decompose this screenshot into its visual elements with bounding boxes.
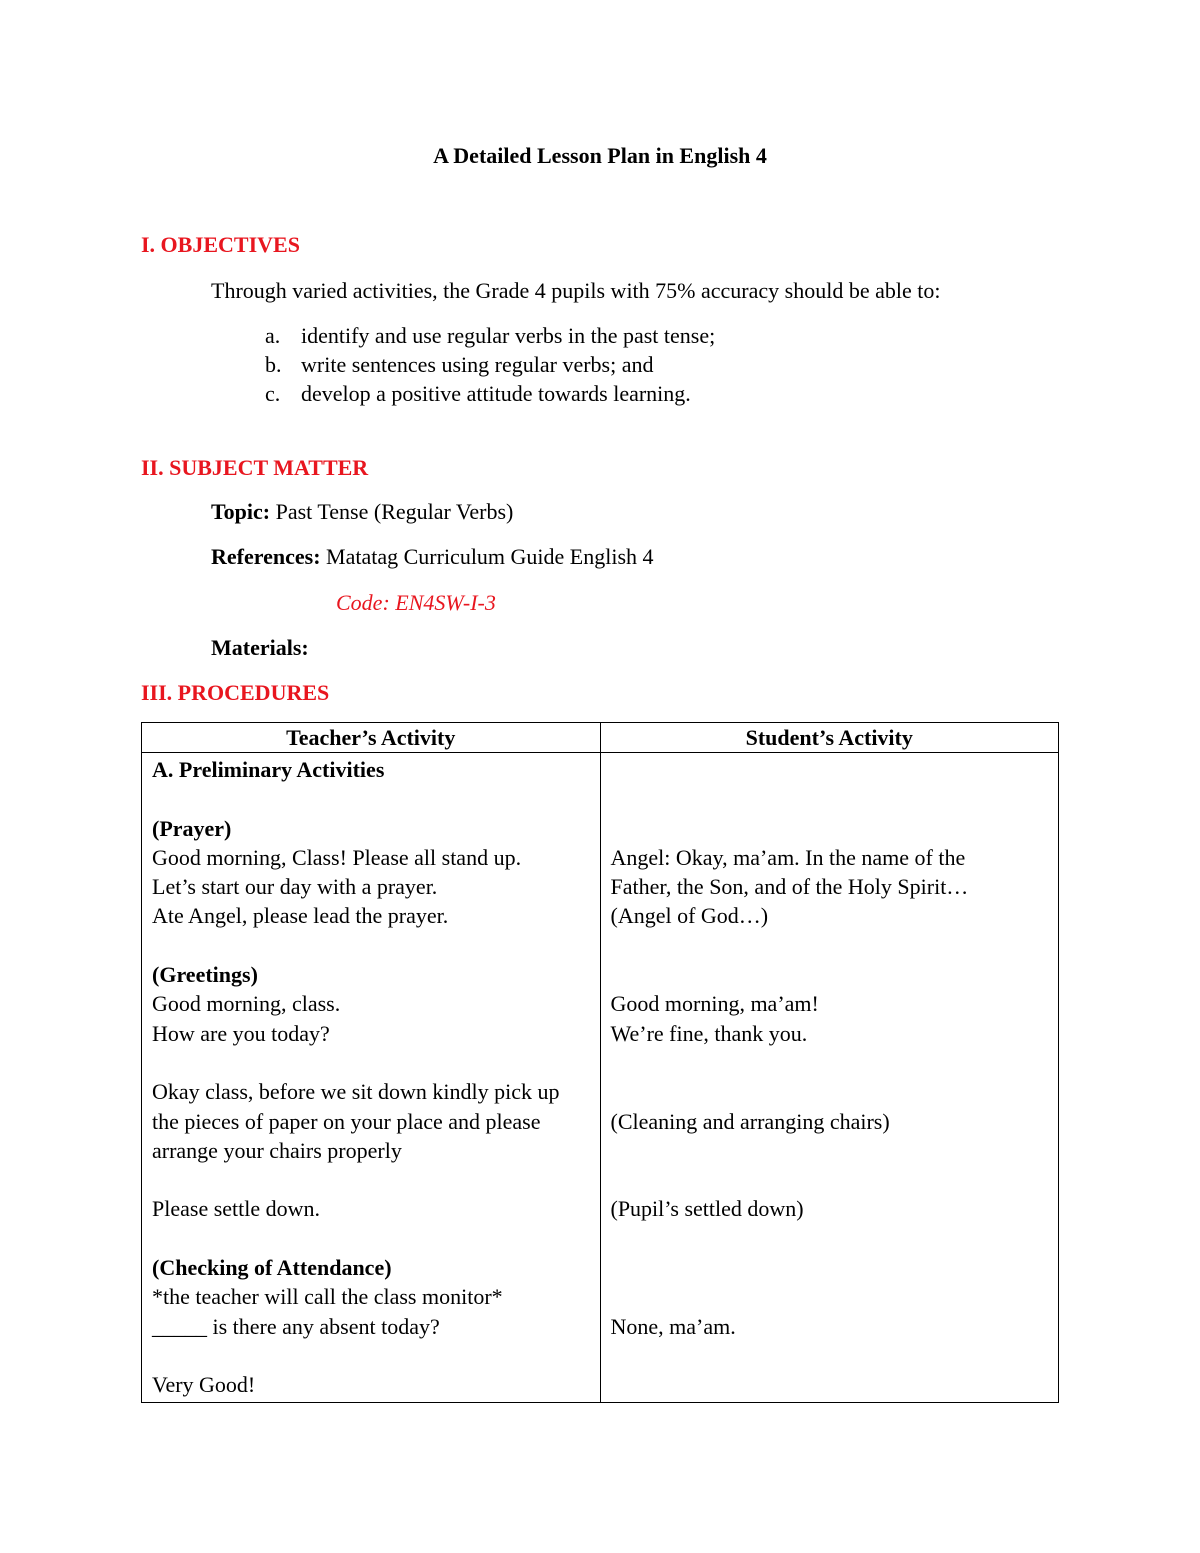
objective-letter: b. (265, 352, 282, 377)
teacher-line: How are you today? (152, 1020, 330, 1046)
procedures-heading: III. PROCEDURES (141, 680, 330, 705)
student-activity-header: Student’s Activity (600, 723, 1059, 753)
objective-letter: a. (265, 323, 281, 348)
table-header-row (142, 723, 1059, 753)
teacher-line: the pieces of paper on your place and please (152, 1108, 541, 1134)
student-line (611, 960, 1049, 989)
student-line: Angel: Okay, ma’am. In the name of the (610, 844, 966, 870)
objective-letter: c. (265, 381, 281, 406)
teacher-line: *the teacher will call the class monitor* (152, 1284, 503, 1310)
references-value: Matatag Curriculum Guide English 4 (320, 544, 654, 569)
subject-matter-heading: II. SUBJECT MATTER (141, 455, 369, 480)
student-line (611, 1077, 1049, 1106)
student-line (611, 1048, 1049, 1077)
teacher-line (152, 1341, 590, 1370)
teacher-line: arrange your chairs properly (152, 1137, 402, 1163)
teacher-line: (Checking of Attendance) (152, 1255, 392, 1281)
student-line: Good morning, ma’am! (610, 991, 819, 1017)
student-line: Father, the Son, and of the Holy Spirit… (610, 874, 969, 900)
topic-label: Topic: (211, 499, 271, 524)
teacher-line (152, 1224, 590, 1253)
student-line: We’re fine, thank you. (610, 1020, 808, 1046)
teacher-line (152, 1165, 590, 1194)
objectives-intro: Through varied activities, the Grade 4 pupils with 75% accuracy should be able to: (211, 278, 941, 303)
procedures-table (141, 722, 1059, 1403)
student-line (611, 784, 1049, 813)
teacher-line: (Greetings) (152, 962, 258, 988)
student-line (611, 1253, 1049, 1282)
teacher-line: Very Good! (152, 1372, 256, 1398)
student-activity-cell (600, 753, 1059, 1403)
topic-value: Past Tense (Regular Verbs) (270, 499, 514, 524)
teacher-line: _____ is there any absent today? (152, 1313, 440, 1339)
teacher-activity-cell (142, 753, 601, 1403)
student-line: (Cleaning and arranging chairs) (610, 1108, 890, 1134)
document-title: A Detailed Lesson Plan in English 4 (433, 143, 767, 168)
teacher-line: Okay class, before we sit down kindly pick up (152, 1079, 560, 1105)
teacher-line (152, 1048, 590, 1077)
teacher-line: A. Preliminary Activities (152, 757, 385, 782)
references-label: References: (211, 544, 321, 569)
student-line (611, 1165, 1049, 1194)
student-line (611, 931, 1049, 960)
student-line (611, 1282, 1049, 1311)
objective-text: write sentences using regular verbs; and (301, 352, 654, 377)
student-line (611, 755, 1049, 784)
teacher-line: Good morning, Class! Please all stand up. (152, 844, 522, 870)
teacher-line (152, 784, 590, 813)
teacher-line: Please settle down. (152, 1196, 321, 1222)
curriculum-code: Code: EN4SW-I-3 (336, 590, 496, 615)
teacher-line: Let’s start our day with a prayer. (152, 874, 438, 900)
teacher-line (152, 931, 590, 960)
teacher-line: Ate Angel, please lead the prayer. (152, 903, 449, 929)
student-line: None, ma’am. (610, 1313, 736, 1339)
materials-label: Materials: (211, 635, 309, 660)
student-line (611, 814, 1049, 843)
objective-text: develop a positive attitude towards learning. (301, 381, 691, 406)
references-line (211, 544, 654, 570)
teacher-line: Good morning, class. (152, 991, 341, 1017)
student-line (611, 1370, 1049, 1399)
objectives-heading: I. OBJECTIVES (141, 232, 300, 257)
topic-line (211, 499, 513, 525)
student-line (611, 1136, 1049, 1165)
table-row (142, 753, 1059, 1403)
student-line (611, 1341, 1049, 1370)
teacher-line: (Prayer) (152, 815, 232, 841)
student-line: (Pupil’s settled down) (610, 1196, 804, 1222)
student-line (611, 1224, 1049, 1253)
teacher-activity-header: Teacher’s Activity (142, 723, 601, 753)
student-line: (Angel of God…) (610, 903, 769, 929)
objective-text: identify and use regular verbs in the past tense; (301, 323, 716, 348)
